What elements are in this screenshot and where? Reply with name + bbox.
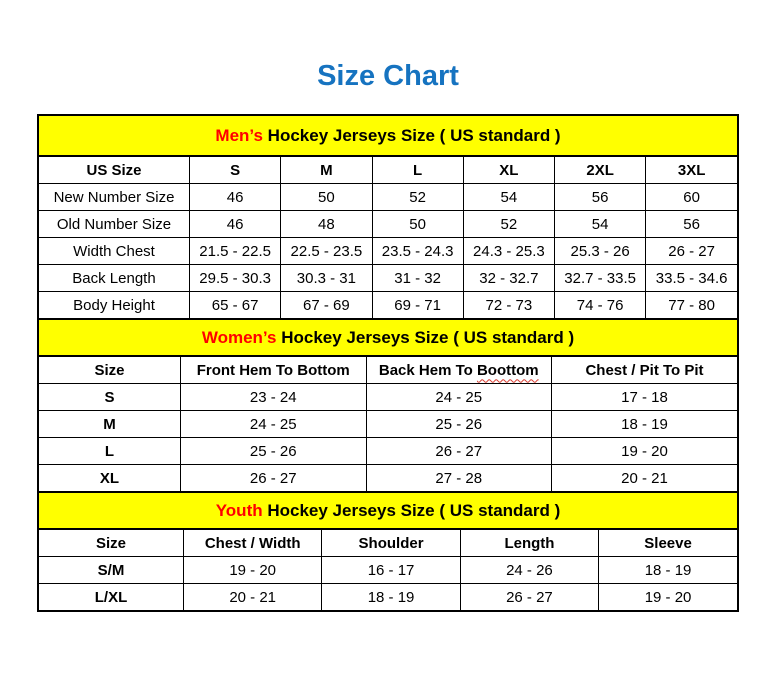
size-value: 23 - 24 [181,384,367,411]
size-value: 20 - 21 [184,584,322,611]
size-chart-table [37,114,739,612]
column-header: XL [463,157,554,184]
size-value: 26 - 27 [181,465,367,492]
column-header: Sleeve [599,530,737,557]
column-header: Chest / Pit To Pit [552,357,738,384]
row-label: New Number Size [39,184,190,211]
table-row [39,465,737,492]
column-header: S [190,157,281,184]
header-row [39,357,737,384]
table-row [39,384,737,411]
size-value: 65 - 67 [190,292,281,319]
youth-size-table [39,530,737,610]
size-value: 32 - 32.7 [463,265,554,292]
mens-size-table [39,157,737,318]
size-value: 22.5 - 23.5 [281,238,372,265]
size-value: 19 - 20 [184,557,322,584]
column-header: Size [39,530,184,557]
size-value: 46 [190,184,281,211]
column-header: 2XL [555,157,646,184]
size-value: 23.5 - 24.3 [372,238,463,265]
column-header: Shoulder [322,530,460,557]
table-row [39,557,737,584]
size-value: 25 - 26 [181,438,367,465]
womens-section-header [39,318,737,357]
header-row [39,530,737,557]
youth-section-title-text: Hockey Jerseys Size ( US standard ) [262,501,561,520]
header-row [39,157,737,184]
size-value: 24 - 26 [460,557,598,584]
size-value: 32.7 - 33.5 [555,265,646,292]
row-label: Old Number Size [39,211,190,238]
size-value: 21.5 - 22.5 [190,238,281,265]
womens-section-highlight: Women’s [201,328,277,347]
column-header: Front Hem To Bottom [181,357,367,384]
size-value: 31 - 32 [372,265,463,292]
page-title: Size Chart [317,60,459,92]
column-header: Size [39,357,181,384]
column-header: 3XL [646,157,737,184]
table-row [39,411,737,438]
youth-section-highlight: Youth [215,501,263,520]
size-value: 24.3 - 25.3 [463,238,554,265]
womens-section-title-text: Hockey Jerseys Size ( US standard ) [276,328,575,347]
size-value: 56 [555,184,646,211]
row-label: XL [39,465,181,492]
size-value: 29.5 - 30.3 [190,265,281,292]
size-value: 27 - 28 [366,465,552,492]
table-row [39,238,737,265]
column-header: L [372,157,463,184]
size-value: 72 - 73 [463,292,554,319]
row-label: Width Chest [39,238,190,265]
size-value: 18 - 19 [552,411,738,438]
youth-section-header [39,491,737,530]
row-label: M [39,411,181,438]
size-value: 24 - 25 [366,384,552,411]
size-value: 52 [463,211,554,238]
size-value: 17 - 18 [552,384,738,411]
size-value: 52 [372,184,463,211]
column-header: M [281,157,372,184]
table-row [39,292,737,319]
size-value: 26 - 27 [460,584,598,611]
column-header: Length [460,530,598,557]
row-label: L/XL [39,584,184,611]
size-value: 16 - 17 [322,557,460,584]
size-value: 19 - 20 [599,584,737,611]
table-row [39,584,737,611]
size-value: 26 - 27 [366,438,552,465]
size-value: 30.3 - 31 [281,265,372,292]
size-value: 50 [281,184,372,211]
row-label: Body Height [39,292,190,319]
mens-section-header [39,116,737,157]
row-label: S [39,384,181,411]
size-value: 25.3 - 26 [555,238,646,265]
size-value: 54 [463,184,554,211]
size-value: 46 [190,211,281,238]
row-label: S/M [39,557,184,584]
table-row [39,184,737,211]
size-value: 18 - 19 [322,584,460,611]
size-value: 18 - 19 [599,557,737,584]
size-value: 54 [555,211,646,238]
size-value: 19 - 20 [552,438,738,465]
misspelled-word: Boottom [476,361,539,379]
size-value: 69 - 71 [372,292,463,319]
size-value: 26 - 27 [646,238,737,265]
size-value: 60 [646,184,737,211]
column-header: Back Hem To Boottom [366,357,552,384]
size-value: 25 - 26 [366,411,552,438]
size-value: 33.5 - 34.6 [646,265,737,292]
size-value: 24 - 25 [181,411,367,438]
row-label: Back Length [39,265,190,292]
size-value: 20 - 21 [552,465,738,492]
table-row [39,265,737,292]
table-row [39,211,737,238]
mens-section-title-text: Hockey Jerseys Size ( US standard ) [262,126,561,145]
table-row [39,438,737,465]
row-label: L [39,438,181,465]
size-value: 56 [646,211,737,238]
size-value: 67 - 69 [281,292,372,319]
column-header: US Size [39,157,190,184]
column-header: Chest / Width [184,530,322,557]
mens-section-highlight: Men’s [215,126,263,145]
size-value: 74 - 76 [555,292,646,319]
size-value: 48 [281,211,372,238]
size-value: 50 [372,211,463,238]
size-value: 77 - 80 [646,292,737,319]
womens-size-table [39,357,737,491]
